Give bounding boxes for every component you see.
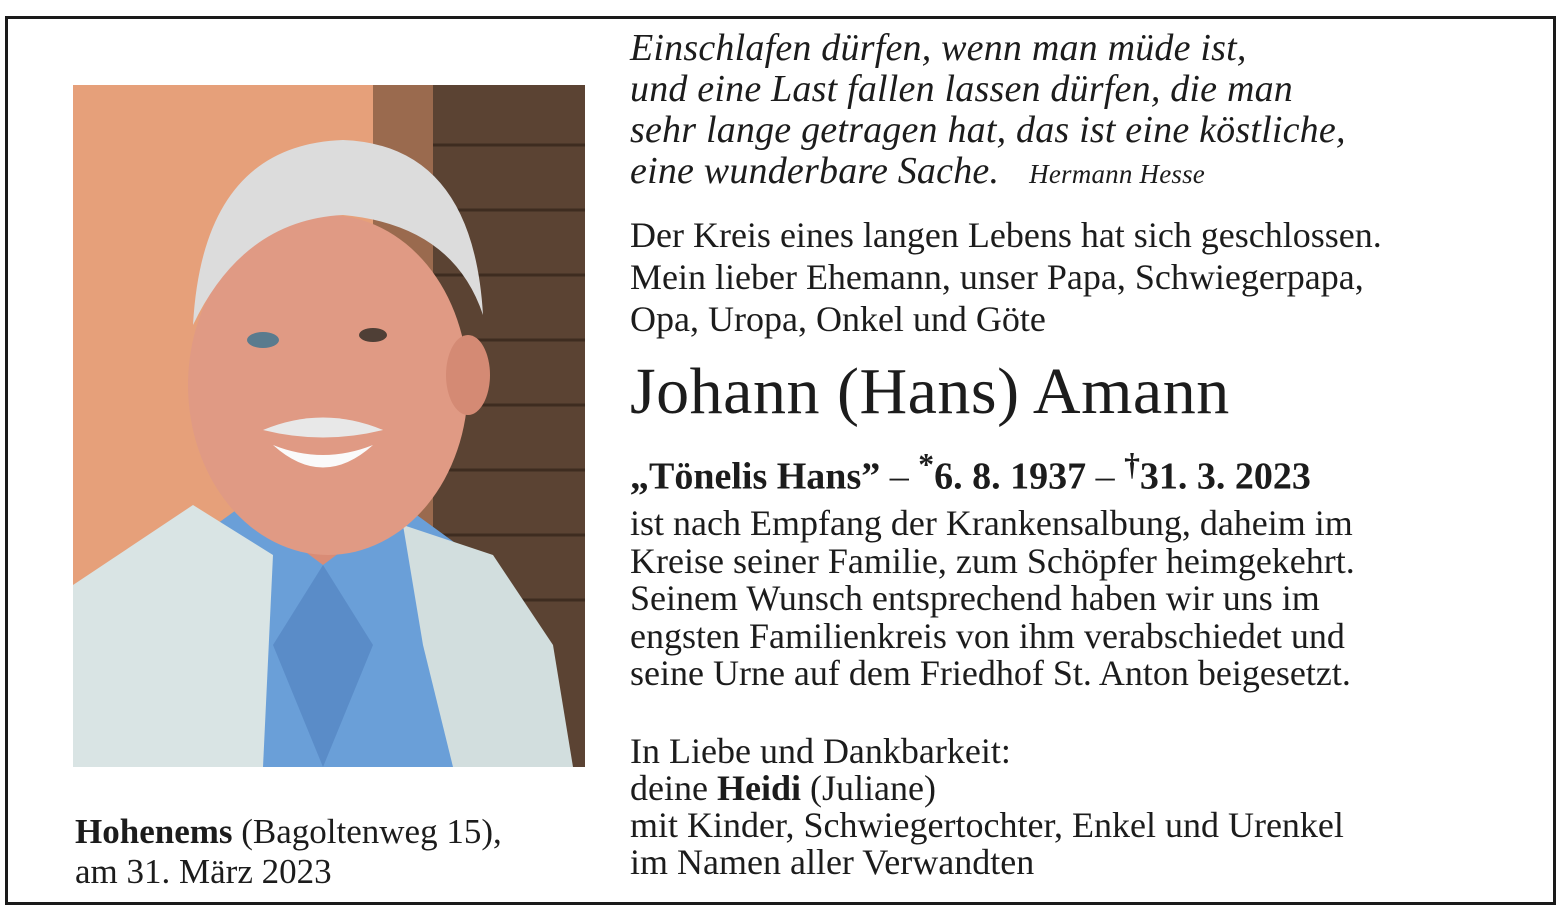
closing-suffix: (Juliane) [800,768,936,808]
quote-line: Einschlafen dürfen, wenn man müde ist, [630,27,1247,69]
birth-symbol: * [918,447,935,482]
city: Hohenems [75,812,233,851]
place-and-date [75,812,502,892]
body-line: engsten Familienkreis von ihm verabschiedet und [630,615,1345,656]
quote-line: eine wunderbare Sache. [630,150,1000,192]
body-line: Kreise seiner Familie, zum Schöpfer heimgekehrt. [630,540,1355,581]
quote-line-last [630,151,1346,195]
nickname: „Tönelis Hans” [630,455,881,498]
intro-line: Mein lieber Ehemann, unser Papa, Schwiegerpapa, [630,257,1364,297]
dash: – [889,455,909,498]
closing-line: In Liebe und Dankbarkeit: [630,731,1011,771]
intro-line: Der Kreis eines langen Lebens hat sich geschlossen. [630,215,1382,255]
quote-line: und eine Last fallen lassen dürfen, die man [630,68,1293,110]
quote-line: sehr lange getragen hat, das ist eine köstliche, [630,109,1346,151]
widow-name: Heidi [716,768,801,808]
closing-prefix: deine [630,768,717,808]
body-line: ist nach Empfang der Krankensalbung, daheim im [630,503,1353,543]
death-symbol: † [1124,447,1140,482]
closing-line: mit Kinder, Schwiegertochter, Enkel und Urenkel [630,805,1344,845]
intro-line: Opa, Uropa, Onkel und Göte [630,299,1046,339]
intro-text [630,214,1382,340]
closing-line: im Namen aller Verwandten [630,842,1035,882]
date-line: am 31. März 2023 [75,852,332,891]
quote-author: Hermann Hesse [1029,159,1205,189]
closing-line [630,770,1344,807]
closing-text [630,733,1344,881]
deceased-name: Johann (Hans) Amann [630,355,1230,428]
portrait-photo [73,85,585,767]
hesse-quote [630,28,1346,195]
body-line: seine Urne auf dem Friedhof St. Anton beigesetzt. [630,653,1351,693]
death-date: 31. 3. 2023 [1139,455,1311,498]
address: (Bagoltenweg 15), [241,812,502,851]
dash: – [1095,455,1115,498]
place-line [75,812,502,852]
birth-date: 6. 8. 1937 [934,455,1087,498]
body-text [630,505,1355,693]
body-line: Seinem Wunsch entsprechend haben wir uns im [630,578,1320,618]
life-dates [630,440,1311,502]
